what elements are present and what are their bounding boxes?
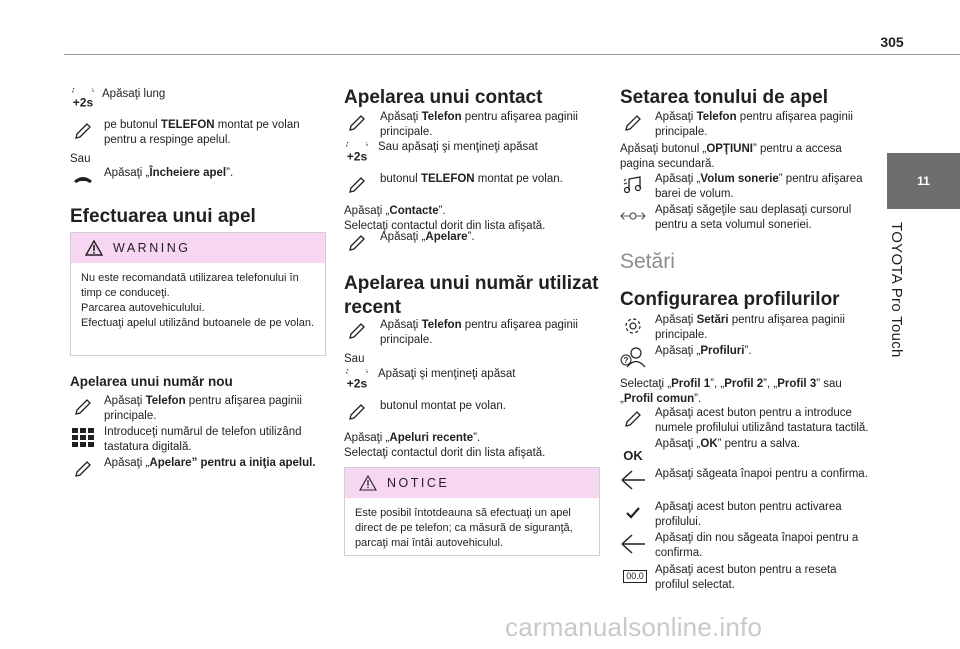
- svg-text:+2s: +2s: [72, 95, 94, 110]
- step-text: Apăsaţi Telefon pentru afişarea paginii principale.: [380, 111, 578, 138]
- chapter-title: [877, 222, 917, 422]
- notice-header: [345, 468, 599, 498]
- pen-icon: [70, 118, 96, 144]
- back-arrow-icon: [620, 467, 646, 493]
- step-enter-name: [620, 406, 880, 436]
- step-text: butonul TELEFON montat pe volan.: [380, 173, 563, 185]
- step-open-phone: [344, 318, 595, 348]
- step-text: Apăsaţi săgeţile sau deplasaţi cursorul pentru a seta volumul soneriei.: [655, 204, 852, 231]
- paragraph: Apăsaţi „Contacte”.: [344, 205, 446, 217]
- step-save: [620, 437, 800, 463]
- step-set-volume: [620, 203, 870, 233]
- paragraph: Apăsaţi butonul „OPŢIUNI” pentru a accesa pagina secundară.: [620, 143, 842, 170]
- svg-text:+2s: +2s: [346, 149, 368, 164]
- step-ring-volume: [620, 172, 870, 202]
- warning-box: [70, 232, 326, 356]
- pen-icon: [344, 318, 370, 344]
- gear-icon: [620, 313, 646, 339]
- back-arrow-icon: [620, 531, 646, 557]
- step-hold: [344, 367, 515, 393]
- step-text: Apăsaţi „Încheiere apel”.: [104, 167, 234, 179]
- hang-up-icon: [70, 166, 96, 192]
- step-text: Apăsaţi „Profiluri”.: [655, 345, 752, 357]
- notice-box: [344, 467, 600, 556]
- notice-title: NOTICE: [387, 476, 450, 490]
- step-text: Apăsaţi Telefon pentru afişarea paginii principale.: [104, 395, 302, 422]
- step-activate: [620, 500, 870, 530]
- plus-2s-icon: [344, 140, 370, 166]
- section-heading: Setarea tonului de apel: [620, 87, 828, 108]
- header-rule: [64, 54, 960, 55]
- step-confirm-back-again: [620, 531, 870, 561]
- paragraph: Apăsaţi „Apeluri recente”.: [344, 432, 481, 444]
- step-hold: [344, 140, 538, 166]
- chapter-tab: [887, 153, 960, 209]
- step-text: Apăsaţi acest buton pentru a introduce numele profilului utilizând tastatura tactilă.: [655, 407, 869, 434]
- chapter-number: 11: [917, 174, 930, 188]
- checkmark-icon: [620, 500, 646, 526]
- step-end-call: [70, 166, 233, 192]
- step-steering-button: [344, 399, 506, 425]
- step-enter-number: [70, 425, 329, 455]
- step-text: Apăsaţi Telefon pentru afişarea paginii principale.: [380, 319, 578, 346]
- step-confirm-back: [620, 467, 868, 493]
- pen-icon: [620, 110, 646, 136]
- step-call: [344, 230, 475, 256]
- step-text: Apăsaţi acest buton pentru a reseta profilul selectat.: [655, 564, 837, 591]
- notice-text: Este posibil întotdeauna să efectuaţi un apel direct de pe telefon; ca măsură de siguranţă, parcaţi mai întâi autovehiculul.: [355, 507, 573, 549]
- step-text: Introduceţi numărul de telefon utilizând tastatura digitală.: [104, 426, 302, 453]
- music-note-icon: [620, 172, 646, 198]
- category-heading: Setări: [620, 250, 675, 273]
- step-steering-button: [344, 172, 563, 198]
- step-text: Apăsaţi din nou săgeata înapoi pentru a confirma.: [655, 532, 859, 559]
- step-text: Apăsaţi acest buton pentru activarea profilului.: [655, 501, 842, 528]
- page-number: 305: [880, 34, 904, 50]
- watermark: carmanualsonline.info: [505, 612, 763, 642]
- step-text: Apăsaţi săgeata înapoi pentru a confirma.: [655, 468, 868, 480]
- section-heading: Efectuarea unui apel: [70, 206, 256, 227]
- section-heading: Configurarea profilurilor: [620, 289, 840, 310]
- section-heading: Apelarea unui număr utilizat: [344, 273, 599, 294]
- step-text: Apăsaţi „OK” pentru a salva.: [655, 438, 801, 450]
- pen-icon: [620, 406, 646, 432]
- warning-title: WARNING: [113, 241, 191, 255]
- paragraph: Selectaţi „Profil 1”, „Profil 2”, „Profil 3” sau „Profil comun”.: [620, 378, 842, 405]
- step-text: Apăsaţi „Volum sonerie” pentru afişarea barei de volum.: [655, 173, 863, 200]
- section-heading: recent: [344, 297, 402, 318]
- or-label: Sau: [344, 353, 365, 365]
- step-long-press: [70, 86, 165, 112]
- svg-text:?: ?: [623, 356, 629, 365]
- warning-icon: [85, 240, 103, 256]
- step-text: Apăsaţi „Apelare”.: [380, 231, 475, 243]
- step-text: Apăsaţi lung: [102, 88, 166, 100]
- step-profiles: [620, 344, 752, 370]
- pen-icon: [70, 394, 96, 420]
- step-open-settings: [620, 313, 870, 343]
- profile-icon: [620, 344, 646, 370]
- warning-text: Nu este recomandată utilizarea telefonului în timp ce conduceţi. Parcarea autovehiculului. Efectuaţi apelul utilizând butoanele de pe volan.: [81, 272, 315, 329]
- paragraph: Selectaţi contactul dorit din lista afişată.: [344, 447, 546, 459]
- step-text: Apăsaţi „Apelare” pentru a iniţia apelul.: [104, 457, 316, 469]
- chapter-title-text: TOYOTA Pro Touch: [888, 222, 905, 358]
- step-text: pe butonul TELEFON montat pe volan pentru a respinge apelul.: [104, 119, 300, 146]
- step-start-call: [70, 456, 316, 482]
- notice-icon: [359, 475, 377, 491]
- plus-2s-icon: [70, 86, 96, 112]
- pen-icon: [70, 456, 96, 482]
- or-label: Sau: [70, 153, 91, 165]
- step-text: Apăsaţi Setări pentru afişarea paginii principale.: [655, 314, 845, 341]
- step-reset-profile: [620, 563, 870, 593]
- svg-text:+2s: +2s: [346, 376, 368, 391]
- step-text: Apăsaţi Telefon pentru afişarea paginii principale.: [655, 111, 853, 138]
- pen-icon: [344, 399, 370, 425]
- paragraph: Selectaţi contactul dorit din lista afişată.: [344, 220, 546, 232]
- ok-icon: OK: [623, 448, 643, 463]
- pen-icon: [344, 110, 370, 136]
- reset-counter-icon: 00.0: [620, 563, 650, 589]
- step-open-phone: [344, 110, 595, 140]
- warning-header: [71, 233, 325, 263]
- plus-2s-icon: [344, 367, 370, 393]
- pen-icon: [344, 172, 370, 198]
- slider-arrows-icon: [620, 203, 646, 229]
- step-open-phone: [70, 394, 329, 424]
- subsection-heading: Apelarea unui număr nou: [70, 374, 233, 389]
- step-text: Sau apăsaţi şi menţineţi apăsat: [378, 141, 538, 153]
- pen-icon: [344, 230, 370, 256]
- section-heading: Apelarea unui contact: [344, 87, 543, 108]
- step-text: butonul montat pe volan.: [380, 400, 506, 412]
- step-open-phone: [620, 110, 870, 140]
- step-text: Apăsaţi şi menţineţi apăsat: [378, 368, 516, 380]
- step-reject-call: [70, 118, 334, 148]
- keypad-icon: [70, 425, 96, 451]
